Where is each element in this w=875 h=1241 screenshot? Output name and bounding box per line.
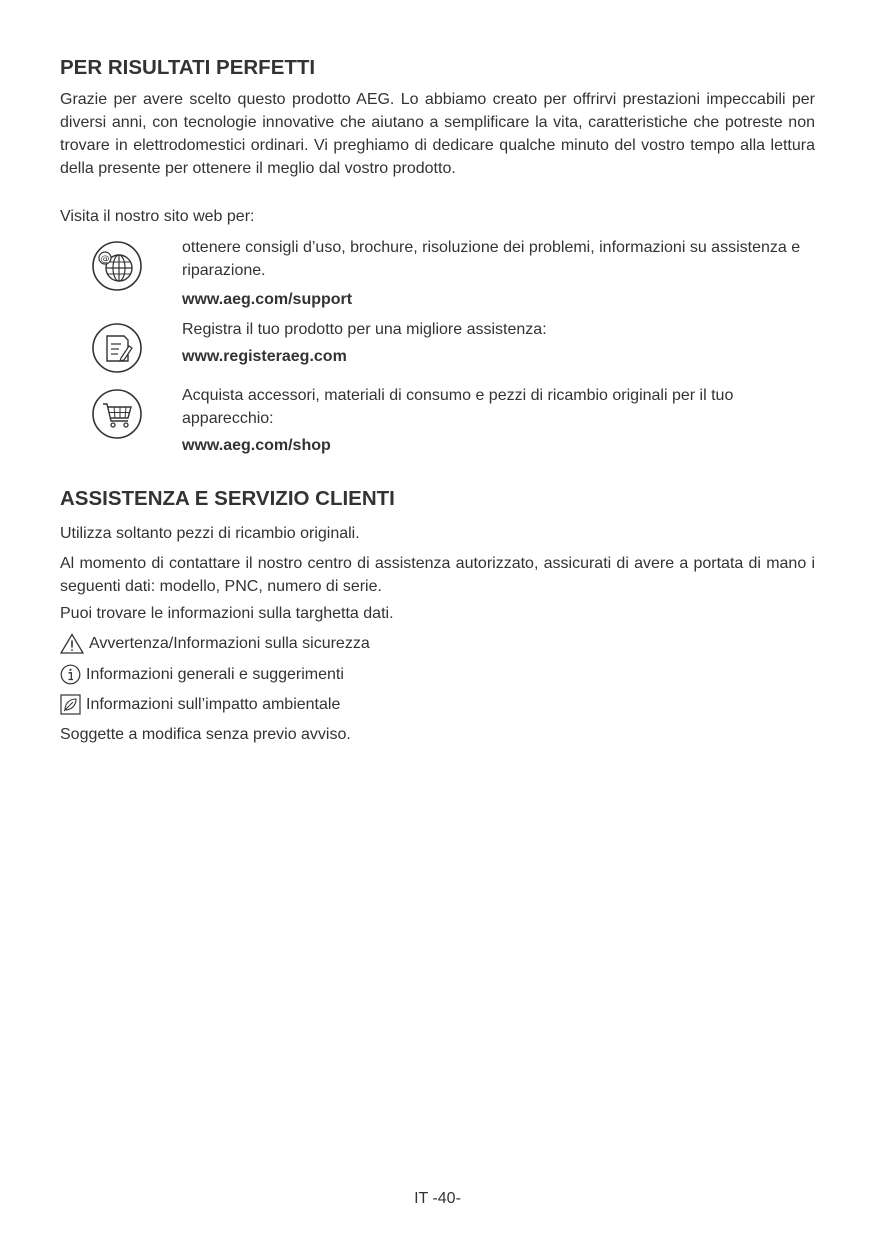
legend-environment-label: Informazioni sull’impatto ambientale bbox=[86, 696, 341, 713]
heading-per-risultati-perfetti: PER RISULTATI PERFETTI bbox=[60, 56, 316, 79]
svg-text:@: @ bbox=[100, 254, 110, 265]
legend-info bbox=[60, 663, 344, 686]
support-link[interactable]: www.aeg.com/support bbox=[182, 291, 353, 308]
shopping-cart-icon bbox=[91, 388, 143, 440]
page-number: IT -40- bbox=[414, 1190, 461, 1207]
legend-warning-label: Avvertenza/Informazioni sulla sicurezza bbox=[89, 635, 370, 652]
register-link[interactable]: www.registeraeg.com bbox=[182, 348, 347, 365]
visit-website-line: Visita il nostro sito web per: bbox=[60, 208, 255, 225]
original-parts-line: Utilizza soltanto pezzi di ricambio originali. bbox=[60, 525, 360, 542]
legend-environment bbox=[60, 693, 340, 716]
legend-warning bbox=[60, 632, 370, 655]
subject-to-change-note: Soggette a modifica senza previo avviso. bbox=[60, 726, 351, 743]
intro-paragraph: Grazie per avere scelto questo prodotto AEG. Lo abbiamo creato per offrirvi prestazioni impeccabili per diversi anni, con tecnologie innovative che aiutano a semplificare la vita, caratteristiche che potreste non trovare in elettrodomestici ordinari. Vi preghiamo di dedicare qualche minuto del vostro tempo alla lettura della presente per ottenere il meglio dal vostro prodotto. bbox=[60, 91, 815, 177]
register-document-icon bbox=[91, 322, 143, 374]
shop-link[interactable]: www.aeg.com/shop bbox=[182, 437, 331, 454]
heading-assistenza: ASSISTENZA E SERVIZIO CLIENTI bbox=[60, 487, 395, 510]
info-icon bbox=[60, 664, 81, 685]
support-description: ottenere consigli d’uso, brochure, risoluzione dei problemi, informazioni su assistenza e riparazione. bbox=[182, 239, 801, 279]
shop-description: Acquista accessori, materiali di consumo e pezzi di ricambio originali per il tuo apparecchio: bbox=[182, 387, 734, 427]
rating-plate-line: Puoi trovare le informazioni sulla targhetta dati. bbox=[60, 605, 394, 622]
warning-icon bbox=[60, 633, 84, 654]
legend-info-label: Informazioni generali e suggerimenti bbox=[86, 666, 344, 683]
globe-at-icon bbox=[91, 240, 143, 292]
contact-service-paragraph: Al momento di contattare il nostro centro di assistenza autorizzato, assicurati di avere a portata di mano i seguenti dati: modello, PNC, numero di serie. bbox=[60, 555, 815, 595]
environment-leaf-icon bbox=[60, 694, 81, 715]
register-description: Registra il tuo prodotto per una migliore assistenza: bbox=[182, 321, 547, 338]
